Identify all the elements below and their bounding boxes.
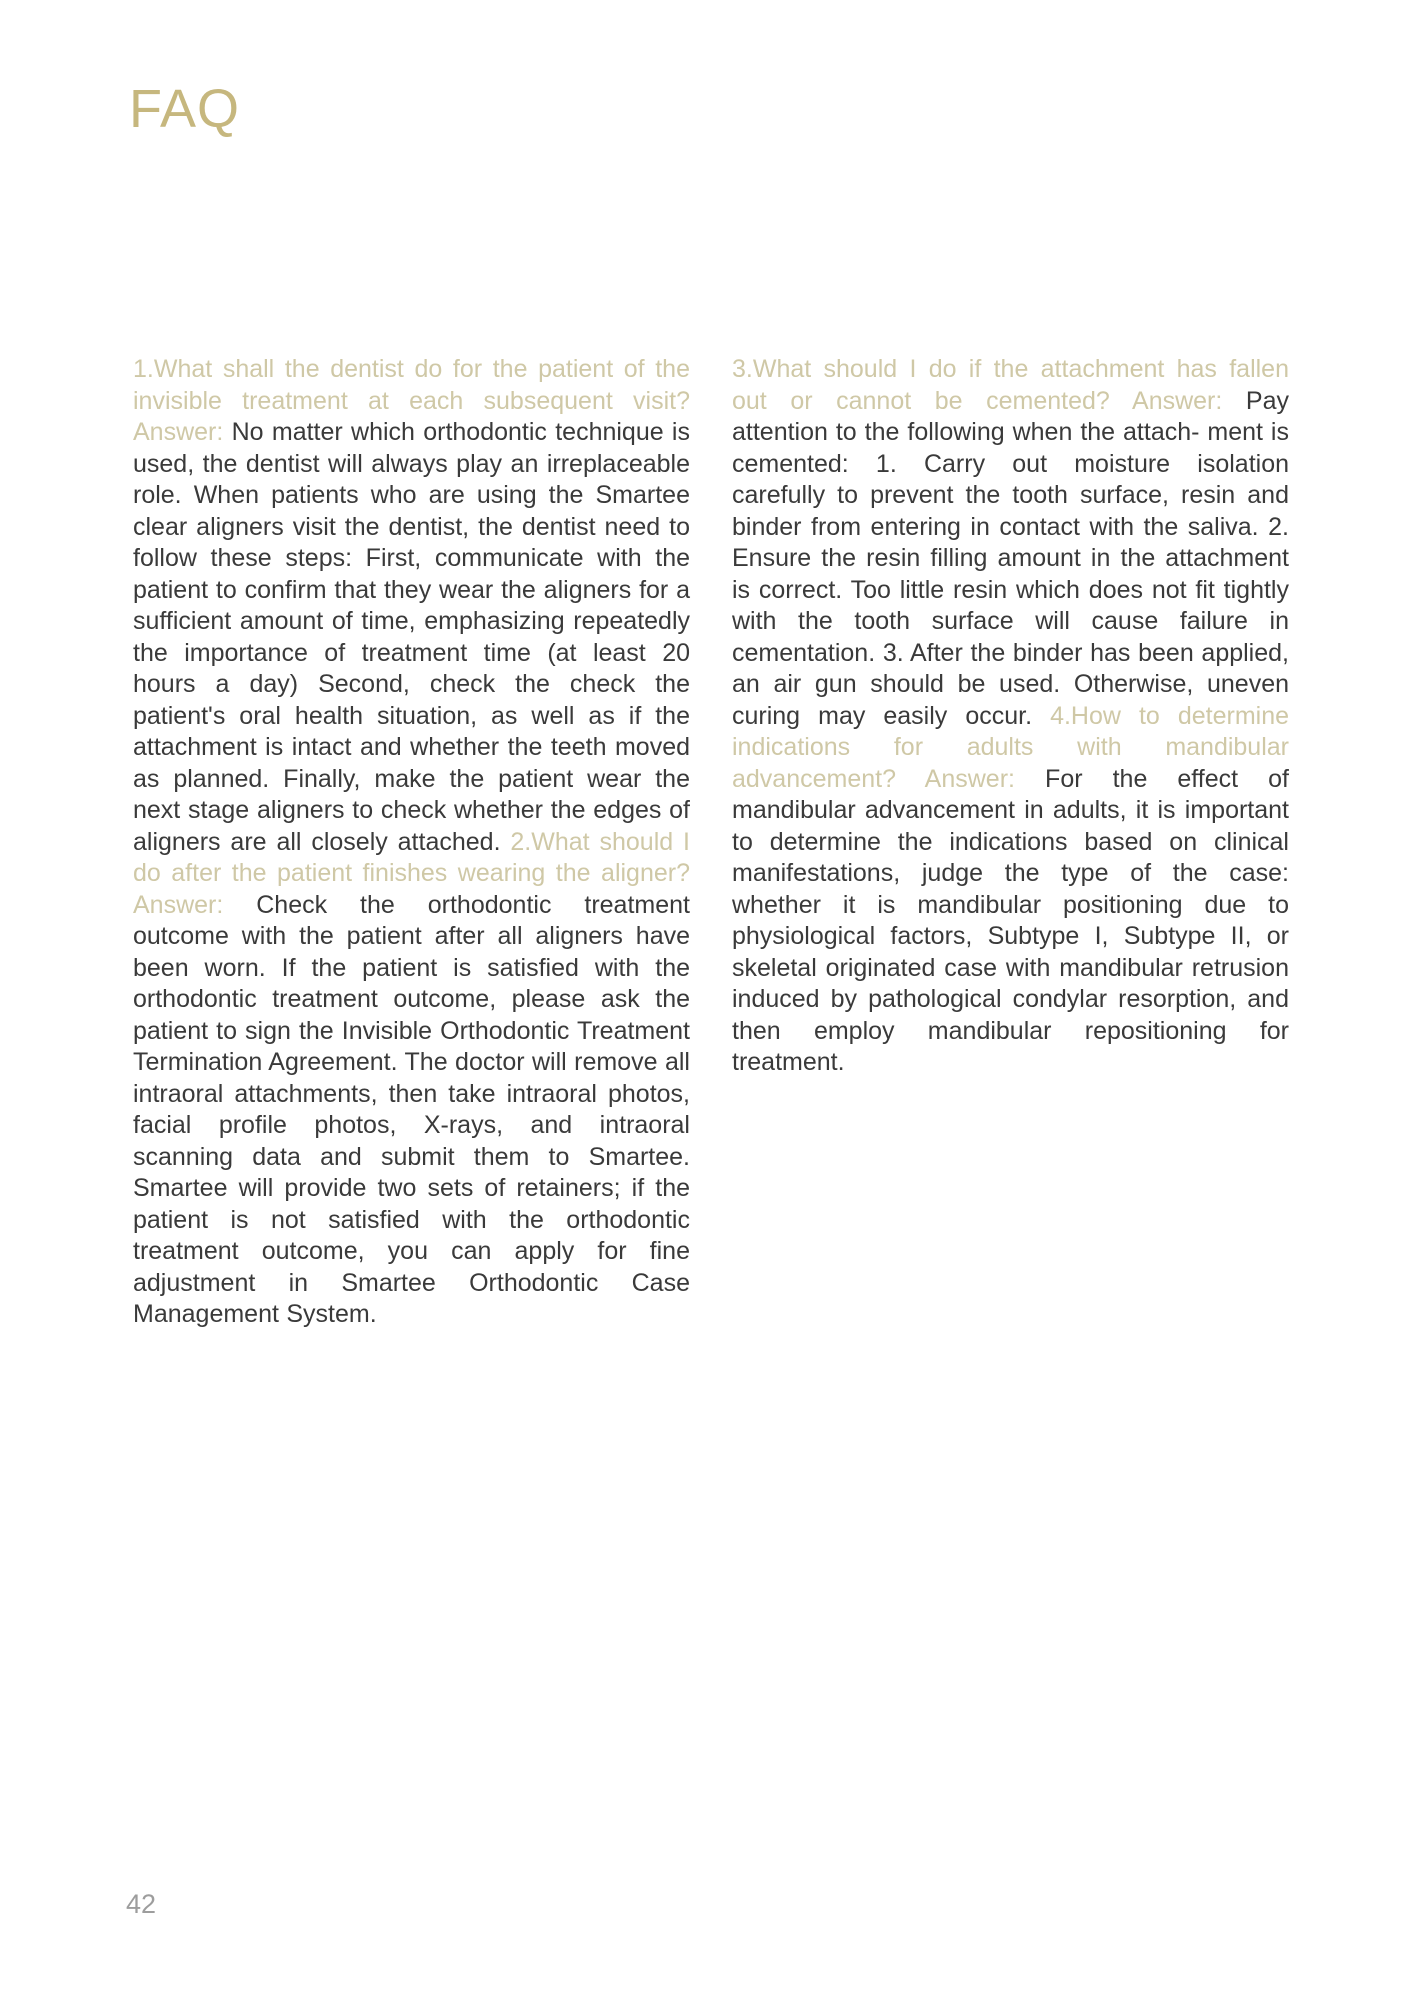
page-number: 42 xyxy=(126,1889,157,1919)
faq-column-left xyxy=(133,354,690,1331)
question-3: 3.What should I do if the attachment has fallen out or cannot be cemented? Answer: xyxy=(732,355,1289,415)
faq-columns xyxy=(133,354,1289,1331)
answer-1: No matter which orthodontic technique is used, the dentist will always play an irreplaceable role. When patients who are using the Smartee clear aligners visit the dentist, the dentist need to follow these steps: First, communicate with the patient to confirm that they wear the aligners for a sufficient amount of time, emphasizing repeatedly the importance of treatment time (at least 20 hours a day) Second, check the check the patient's oral health situation, as well as if the attachment is intact and whether the teeth moved as planned. Finally, make the patient wear the next stage aligners to check whether the edges of aligners are all closely attached. xyxy=(133,418,690,856)
page-title: FAQ xyxy=(129,79,241,139)
faq-text-right xyxy=(732,354,1289,1079)
faq-text-left xyxy=(133,354,690,1331)
faq-column-right xyxy=(732,354,1289,1331)
answer-2: Check the orthodontic treatment outcome with the patient after all aligners have been worn. If the patient is satisfied with the orthodontic treatment outcome, please ask the patient to sign the Invisible Orthodontic Treatment Termination Agreement. The doctor will remove all intraoral attachments, then take intraoral photos, facial profile photos, X-rays, and intraoral scanning data and submit them to Smartee. Smartee will provide two sets of retainers; if the patient is not satisfied with the orthodontic treatment outcome, you can apply for fine adjustment in Smartee Orthodontic Case Management System. xyxy=(133,890,690,1328)
answer-3: Pay attention to the following when the attach- ment is cemented: 1. Carry out moisture isolation carefully to prevent the tooth surface, resin and binder from entering in contact with the saliva. 2. Ensure the resin filling amount in the attachment is correct. Too little resin which does not fit tightly with the tooth surface will cause failure in cementation. 3. After the binder has been applied, an air gun should be used. Otherwise, uneven curing may easily occur. xyxy=(732,386,1289,730)
question-2: 2.What should I do after the patient finishes wearing the aligner? Answer: xyxy=(133,827,690,919)
question-1: 1.What shall the dentist do for the patient of the invisible treatment at each subsequent visit? Answer: xyxy=(133,355,690,446)
question-4: 4.How to determine indications for adults with mandibular advancement? Answer: xyxy=(732,701,1290,793)
answer-4: For the effect of mandibular advancement in adults, it is important to determine the indications based on clinical manifestations, judge the type of the case: whether it is mandibular positioning due to physiological factors, Subtype I, Subtype II, or skeletal originated case with mandibular retrusion induced by pathological condylar resorption, and then employ mandibular repositioning for treatment. xyxy=(732,764,1289,1076)
